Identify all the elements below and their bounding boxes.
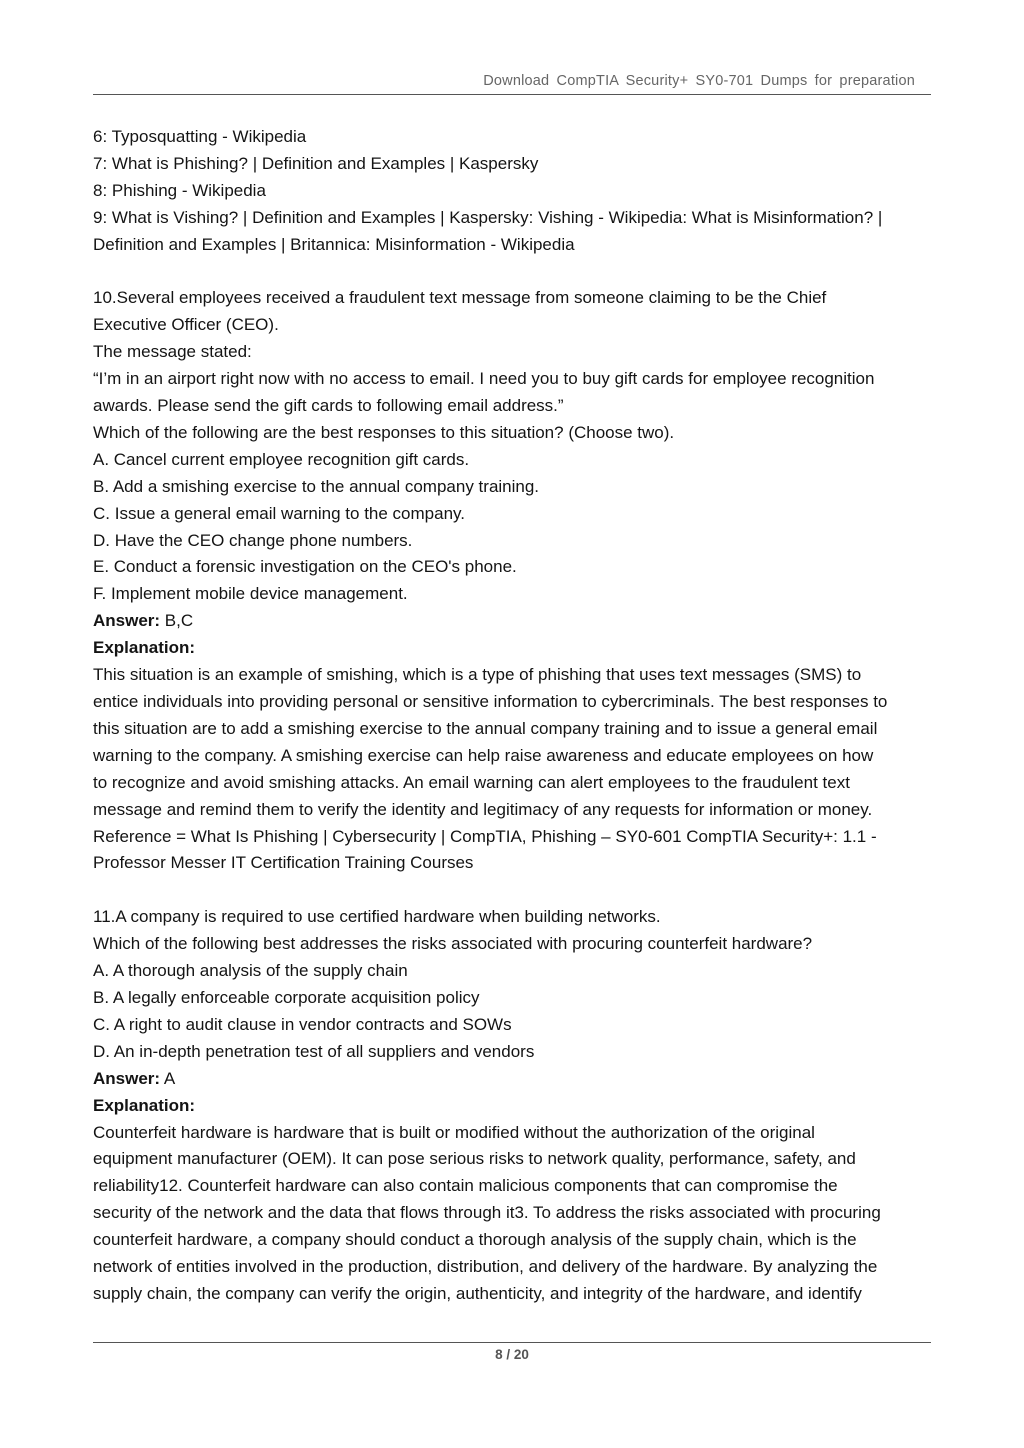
answer-option: A. Cancel current employee recognition gift cards. xyxy=(93,449,470,469)
header-title: Download CompTIA Security+ SY0-701 Dumps for preparation xyxy=(483,73,915,89)
question-11 xyxy=(93,904,939,1308)
explanation-text: Professor Messer IT Certification Training Courses xyxy=(93,853,474,873)
explanation-label: Explanation: xyxy=(93,638,196,658)
spacer xyxy=(93,877,939,904)
answer-line xyxy=(93,608,939,635)
question-text: The message stated: xyxy=(93,342,252,362)
answer-option: A. A thorough analysis of the supply chain xyxy=(93,961,408,981)
page-footer xyxy=(93,1342,931,1362)
spacer xyxy=(93,259,939,286)
answer-value: B,C xyxy=(160,611,194,631)
question-text: 11.A company is required to use certified hardware when building networks. xyxy=(93,907,661,927)
answer-line xyxy=(93,1066,939,1093)
reference-line: 9: What is Vishing? | Definition and Examples | Kaspersky: Vishing - Wikipedia: What is Misinformation? | xyxy=(93,207,883,227)
answer-value: A xyxy=(160,1068,176,1088)
document-content xyxy=(93,124,939,1308)
explanation-text: supply chain, the company can verify the origin, authenticity, and integrity of the hardware, and identify xyxy=(93,1283,862,1303)
reference-line: 6: Typosquatting - Wikipedia xyxy=(93,127,307,146)
explanation-text: network of entities involved in the production, distribution, and delivery of the hardware. By analyzing the xyxy=(93,1257,878,1277)
question-text: awards. Please send the gift cards to following email address.” xyxy=(93,396,564,416)
references-block xyxy=(93,124,939,259)
reference-line: Definition and Examples | Britannica: Misinformation - Wikipedia xyxy=(93,234,575,254)
explanation-text: Counterfeit hardware is hardware that is built or modified without the authorization of the original xyxy=(93,1122,815,1142)
answer-option: B. A legally enforceable corporate acquisition policy xyxy=(93,987,480,1007)
reference-line: 7: What is Phishing? | Definition and Examples | Kaspersky xyxy=(93,153,539,173)
explanation-text: this situation are to add a smishing exercise to the annual company training and to issue a general email xyxy=(93,718,878,738)
answer-option: F. Implement mobile device management. xyxy=(93,584,408,604)
page-header xyxy=(93,72,931,95)
explanation-text: to recognize and avoid smishing attacks. An email warning can alert employees to the fraudulent text xyxy=(93,772,850,792)
explanation-text: counterfeit hardware, a company should conduct a thorough analysis of the supply chain, which is the xyxy=(93,1230,857,1250)
explanation-label: Explanation: xyxy=(93,1095,196,1115)
answer-option: D. Have the CEO change phone numbers. xyxy=(93,530,413,550)
question-text: Which of the following are the best responses to this situation? (Choose two). xyxy=(93,422,675,442)
explanation-text: entice individuals into providing personal or sensitive information to cybercriminals. The best responses to xyxy=(93,692,888,712)
answer-option: B. Add a smishing exercise to the annual company training. xyxy=(93,476,540,496)
explanation-text: security of the network and the data that flows through it3. To address the risks associated with procuring xyxy=(93,1203,881,1223)
page-number: 8 / 20 xyxy=(495,1347,529,1362)
explanation-text: Reference = What Is Phishing | Cybersecurity | CompTIA, Phishing – SY0-601 CompTIA Security+: 1.1 - xyxy=(93,826,877,846)
question-text: Which of the following best addresses the risks associated with procuring counterfeit hardware? xyxy=(93,934,813,954)
answer-option: C. Issue a general email warning to the company. xyxy=(93,503,465,523)
answer-option: C. A right to audit clause in vendor contracts and SOWs xyxy=(93,1014,512,1034)
explanation-text: reliability12. Counterfeit hardware can also contain malicious components that can compromise the xyxy=(93,1176,838,1196)
explanation-text: warning to the company. A smishing exercise can help raise awareness and educate employees on how xyxy=(93,745,874,765)
explanation-text: equipment manufacturer (OEM). It can pose serious risks to network quality, performance, safety, and xyxy=(93,1149,856,1169)
answer-label: Answer: xyxy=(93,1068,161,1088)
explanation-text: This situation is an example of smishing, which is a type of phishing that uses text messages (SMS) to xyxy=(93,665,862,685)
question-text: 10.Several employees received a fraudulent text message from someone claiming to be the Chief xyxy=(93,288,827,308)
reference-line: 8: Phishing - Wikipedia xyxy=(93,180,266,200)
question-text: Executive Officer (CEO). xyxy=(93,315,279,335)
explanation-text: message and remind them to verify the identity and legitimacy of any requests for information or money. xyxy=(93,799,873,819)
question-text: “I’m in an airport right now with no access to email. I need you to buy gift cards for employee recognition xyxy=(93,369,875,389)
question-10 xyxy=(93,285,939,877)
answer-label: Answer: xyxy=(93,611,161,631)
answer-option: D. An in-depth penetration test of all suppliers and vendors xyxy=(93,1041,535,1061)
answer-option: E. Conduct a forensic investigation on the CEO's phone. xyxy=(93,557,517,577)
